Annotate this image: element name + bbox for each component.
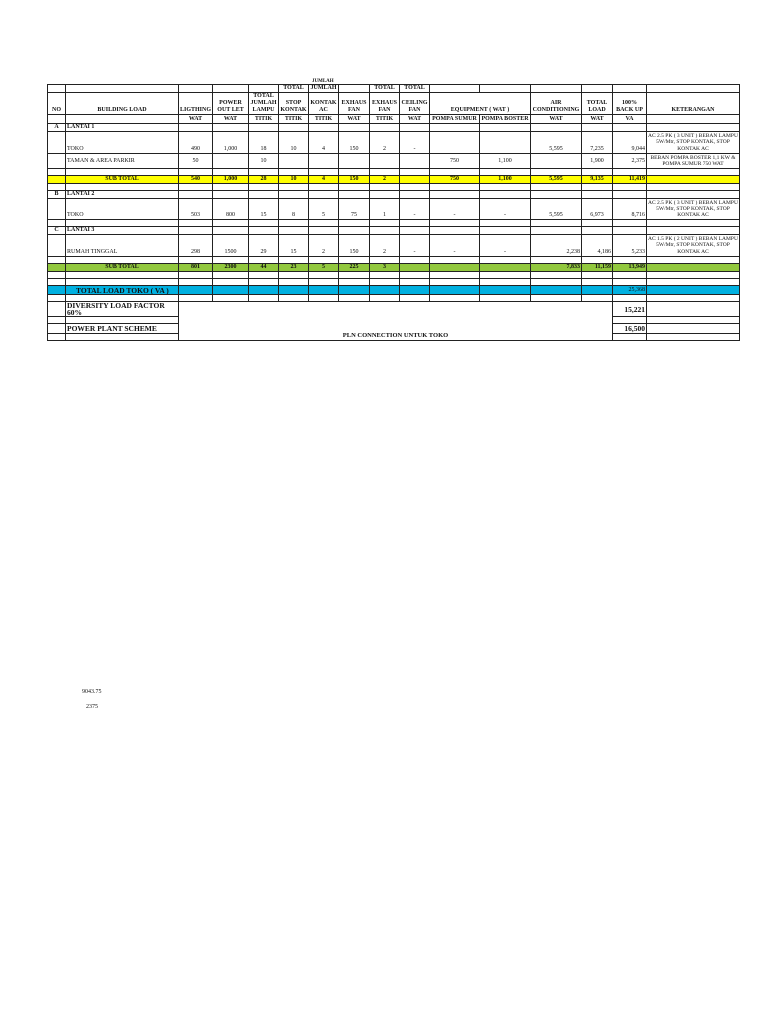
row-keterangan: AC 2.5 PK ( 3 UNIT ) BEBAN LAMPU 5W/Mtr, STOP KONTAK, STOP KONTAK AC [648,199,738,219]
hdr-ceiling-fan: CEILING FAN [400,93,430,115]
cell: 800 [213,199,249,220]
cell: 2300 [213,264,249,272]
cell: 1500 [213,235,249,257]
cell: 11,159 [582,264,613,272]
cell: 2,375 [613,154,647,169]
hdr-kontak-ac: KONTAK AC [309,93,339,115]
cell [400,176,430,184]
cell: 750 [430,176,480,184]
cell: 298 [179,235,213,257]
hdr-stop-kontak: STOP KONTAK [279,93,309,115]
hdr-total-jumlah-lampu: TOTAL JUMLAH LAMPU [250,93,277,113]
cell: 5 [309,264,339,272]
unit-cell: POMPA BOSTER [481,115,529,122]
subtotal-row [48,176,740,184]
cell: 1,100 [480,176,531,184]
row-keterangan: AC 1.5 PK ( 2 UNIT ) BEBAN LAMPU 5W/Mtr, STOP KONTAK, STOP KONTAK AC [648,236,738,255]
cell: 2 [370,235,400,257]
cell: - [400,199,430,220]
unit-cell: WAT [339,115,370,124]
cell: 150 [339,235,370,257]
cell: 1,000 [213,176,249,184]
cell: 5,595 [531,132,582,154]
unit-cell: WAT [582,115,613,124]
cell: 2,238 [531,235,582,257]
power-plant-label: POWER PLANT SCHEME [66,324,179,334]
cell [430,132,480,154]
cell: - [480,199,531,220]
unit-cell: WAT [400,115,430,124]
cell: 5,233 [613,235,647,257]
cell: - [430,199,480,220]
section-row [48,227,740,235]
hdr-jumlah-1: JUMLAH [310,85,337,91]
cell: 44 [249,264,279,272]
diversity-label: DIVERSITY LOAD FACTOR 60% [66,302,179,317]
cell: 7,235 [582,132,613,154]
row-name: TAMAN & AREA PARKIR [66,154,179,169]
hdr-exhaus-fan-2: EXHAUS FAN [370,93,400,115]
cell: 15 [279,235,309,257]
cell: 6,973 [582,199,613,220]
cell [480,132,531,154]
table-row [48,235,740,257]
cell: 1 [370,199,400,220]
hdr-building-load: BUILDING LOAD [66,93,179,115]
cell: 50 [179,154,213,169]
unit-cell: POMPA SUMUR [430,115,480,124]
subtotal-label: SUB TOTAL [66,264,179,272]
cell [531,154,582,169]
section-code: A [48,124,66,132]
cell [430,264,480,272]
cell [279,154,309,169]
subtotal-label: SUB TOTAL [66,176,179,184]
cell: 2 [370,176,400,184]
unit-cell: WAT [179,115,213,124]
cell: 2 [309,235,339,257]
cell: 9,044 [613,132,647,154]
cell: 5 [309,199,339,220]
cell: 10 [279,176,309,184]
header-overflow-mark: JUMLAH [312,79,334,84]
cell: 490 [179,132,213,154]
power-plant-value: 16,500 [613,324,647,334]
unit-cell: TITIK [370,115,400,124]
cell: 150 [339,132,370,154]
cell: - [400,235,430,257]
diversity-value: 15,221 [613,302,647,317]
cell: 4,186 [582,235,613,257]
cell: 15 [249,199,279,220]
section-row [48,191,740,199]
cell: 801 [179,264,213,272]
electrical-load-table [47,84,740,341]
section-code: C [48,227,66,235]
row-name: TOKO [66,132,179,154]
cell: 3 [370,264,400,272]
cell: 10 [249,154,279,169]
section-row [48,124,740,132]
cell: 8,716 [613,199,647,220]
cell: 11,419 [613,176,647,184]
section-name: LANTAI 1 [66,124,179,132]
unit-cell: TITIK [309,115,339,124]
cell: 4 [309,176,339,184]
cell: 4 [309,132,339,154]
row-name: TOKO [66,199,179,220]
cell: 28 [249,176,279,184]
cell: - [430,235,480,257]
row-keterangan: AC 2.5 PK ( 3 UNIT ) BEBAN LAMPU 5W/Mtr, STOP KONTAK, STOP KONTAK AC [648,133,738,152]
hdr-exhaus-fan: EXHAUS FAN [339,93,370,115]
cell: 1,000 [213,132,249,154]
cell: 18 [249,132,279,154]
cell: - [480,235,531,257]
cell: 150 [339,176,370,184]
hdr-total-2: TOTAL [370,85,400,93]
unit-cell: VA [613,115,647,124]
section-code: B [48,191,66,199]
hdr-total-load: TOTAL LOAD [582,93,613,115]
stray-note: 2375 [86,704,98,710]
cell: 1,900 [582,154,613,169]
hdr-total-1: TOTAL [279,85,309,93]
cell: 1,100 [480,154,531,169]
unit-cell: TITIK [279,115,309,124]
cell [213,154,249,169]
cell: 750 [430,154,480,169]
diversity-row [48,302,740,317]
cell: 13,949 [613,264,647,272]
cell: 75 [339,199,370,220]
cell [339,154,370,169]
cell: 2 [370,132,400,154]
hdr-lighting: LIGTHING [179,93,213,115]
cell: 225 [339,264,370,272]
cell: 503 [179,199,213,220]
cell: 7,833 [531,264,582,272]
hdr-air-conditioning: AIR CONDITIONING [531,93,582,115]
cell [400,154,430,169]
section-name: LANTAI 2 [66,191,179,199]
table-row [48,132,740,154]
section-name: LANTAI 3 [66,227,179,235]
hdr-no: NO [48,93,66,115]
cell: 540 [179,176,213,184]
total-load-row [48,286,740,295]
table-row [48,154,740,169]
hdr-keterangan: KETERANGAN [647,93,740,115]
total-load-label: TOTAL LOAD TOKO ( VA ) [66,286,179,295]
hdr-equipment: EQUIPMENT ( WAT ) [430,93,531,115]
pln-connection-label: PLN CONNECTION UNTUK TOKO [179,302,613,341]
row-name: RUMAH TINGGAL [66,235,179,257]
table-row [48,199,740,220]
cell: 23 [279,264,309,272]
cell [400,264,430,272]
cell: 29 [249,235,279,257]
cell [309,154,339,169]
cell: 9,135 [582,176,613,184]
unit-cell: TITIK [249,115,279,124]
hdr-power-outlet: POWER OUT LET [213,93,249,115]
cell: 5,595 [531,176,582,184]
hdr-backup: 100% BACK UP [613,93,647,115]
cell: - [400,132,430,154]
cell: 5,595 [531,199,582,220]
unit-cell: WAT [531,115,582,124]
unit-cell: WAT [213,115,249,124]
subtotal-row [48,264,740,272]
cell [480,264,531,272]
total-load-value: 25,368 [613,286,647,295]
hdr-total-3: TOTAL [400,85,430,93]
stray-note: 9043.75 [82,689,102,695]
cell [370,154,400,169]
cell: 10 [279,132,309,154]
cell: 8 [279,199,309,220]
row-keterangan: BEBAN POMPA BOSTER 1,1 KW & POMPA SUMUR 750 WAT [647,154,740,169]
